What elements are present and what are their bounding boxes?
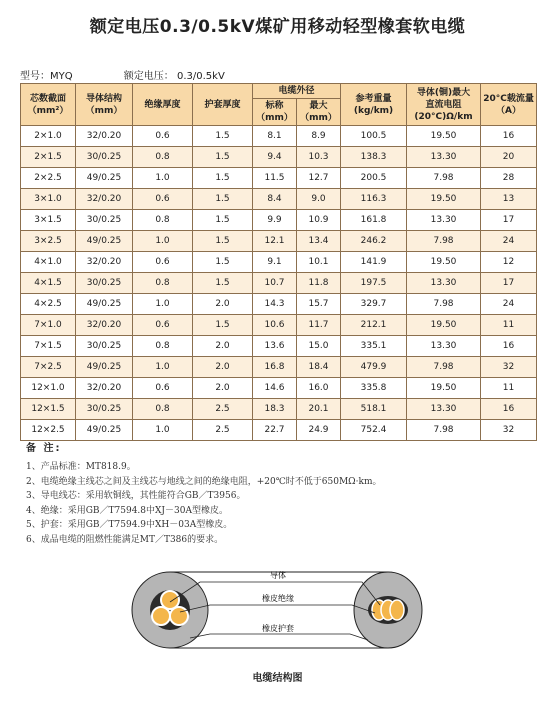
table-cell: 10.3 — [297, 147, 341, 168]
table-cell: 7.98 — [407, 168, 481, 189]
note-item: 2、电缆绝缘主线芯之间及主线芯与地线之间的绝缘电阻，+20℃时不低于650MΩ·km。 — [26, 476, 382, 487]
table-cell: 138.3 — [341, 147, 407, 168]
table-cell: 13.6 — [253, 336, 297, 357]
notes-title: 备 注: — [26, 443, 62, 454]
table-cell: 13 — [481, 189, 537, 210]
table-cell: 100.5 — [341, 126, 407, 147]
table-cell: 13.4 — [297, 231, 341, 252]
table-cell: 30/0.25 — [76, 147, 133, 168]
table-cell: 49/0.25 — [76, 357, 133, 378]
table-cell: 11 — [481, 315, 537, 336]
table-cell: 1.5 — [193, 231, 253, 252]
table-cell: 13.30 — [407, 336, 481, 357]
table-cell: 116.3 — [341, 189, 407, 210]
table-cell: 7.98 — [407, 357, 481, 378]
leader-sheath — [190, 634, 368, 640]
table-row — [21, 210, 537, 231]
table-cell: 12×1.5 — [21, 399, 76, 420]
table-row — [21, 399, 537, 420]
table-cell: 752.4 — [341, 420, 407, 441]
table-cell: 3×2.5 — [21, 231, 76, 252]
table-cell: 2.0 — [193, 336, 253, 357]
note-item: 6、成品电缆的阻燃性能满足MT／T386的要求。 — [26, 534, 224, 545]
table-cell: 0.6 — [133, 315, 193, 336]
table-cell: 335.1 — [341, 336, 407, 357]
table-row — [21, 168, 537, 189]
table-cell: 11 — [481, 378, 537, 399]
note-item: 1、产品标准：MT818.9。 — [26, 462, 136, 472]
table-cell: 0.6 — [133, 189, 193, 210]
table-cell: 14.6 — [253, 378, 297, 399]
right-core-3-icon — [390, 600, 404, 620]
table-cell: 30/0.25 — [76, 210, 133, 231]
header-current: 20°C载流量 （A） — [481, 84, 537, 126]
table-cell: 7.98 — [407, 420, 481, 441]
table-cell: 13.30 — [407, 147, 481, 168]
table-cell: 200.5 — [341, 168, 407, 189]
note-item: 4、绝缘：采用GB／T7594.8中XJ－30A型橡皮。 — [26, 505, 228, 516]
table-cell: 32/0.20 — [76, 315, 133, 336]
table-cell: 32/0.20 — [76, 252, 133, 273]
table-cell: 335.8 — [341, 378, 407, 399]
header-od-group: 电缆外径 — [253, 84, 341, 99]
table-cell: 16 — [481, 336, 537, 357]
table-row — [21, 252, 537, 273]
table-cell: 16.0 — [297, 378, 341, 399]
header-weight: 参考重量 (kg/km) — [341, 84, 407, 126]
table-cell: 10.6 — [253, 315, 297, 336]
table-cell: 13.30 — [407, 399, 481, 420]
table-cell: 197.5 — [341, 273, 407, 294]
table-cell: 12×1.0 — [21, 378, 76, 399]
table-cell: 2×2.5 — [21, 168, 76, 189]
table-cell: 14.3 — [253, 294, 297, 315]
table-cell: 32/0.20 — [76, 378, 133, 399]
table-cell: 1.5 — [193, 210, 253, 231]
table-cell: 0.6 — [133, 378, 193, 399]
table-cell: 9.9 — [253, 210, 297, 231]
table-cell: 32/0.20 — [76, 189, 133, 210]
table-cell: 0.6 — [133, 252, 193, 273]
table-row — [21, 147, 537, 168]
table-cell: 11.5 — [253, 168, 297, 189]
table-cell: 24 — [481, 231, 537, 252]
table-cell: 18.3 — [253, 399, 297, 420]
table-row — [21, 231, 537, 252]
table-cell: 1.5 — [193, 147, 253, 168]
table-row — [21, 273, 537, 294]
table-cell: 7×2.5 — [21, 357, 76, 378]
table-cell: 11.8 — [297, 273, 341, 294]
table-cell: 19.50 — [407, 189, 481, 210]
table-cell: 30/0.25 — [76, 399, 133, 420]
header-od-max: 最大 （mm） — [297, 99, 341, 126]
table-cell: 4×1.5 — [21, 273, 76, 294]
table-cell: 2.0 — [193, 294, 253, 315]
table-cell: 1.0 — [133, 420, 193, 441]
table-cell: 17 — [481, 273, 537, 294]
table-cell: 15.0 — [297, 336, 341, 357]
table-cell: 17 — [481, 210, 537, 231]
left-core-3-icon — [161, 591, 179, 609]
table-cell: 13.30 — [407, 273, 481, 294]
table-cell: 7×1.0 — [21, 315, 76, 336]
voltage-label: 额定电压： 0.3/0.5kV — [123, 71, 225, 82]
notes-list — [26, 460, 382, 547]
table-cell: 0.8 — [133, 147, 193, 168]
table-cell: 16.8 — [253, 357, 297, 378]
table-cell: 9.4 — [253, 147, 297, 168]
diagram-caption: 电缆结构图 — [252, 673, 303, 684]
table-cell: 12.1 — [253, 231, 297, 252]
table-cell: 3×1.0 — [21, 189, 76, 210]
table-cell: 13.30 — [407, 210, 481, 231]
table-cell: 2.0 — [193, 378, 253, 399]
table-cell: 9.0 — [297, 189, 341, 210]
table-cell: 19.50 — [407, 126, 481, 147]
table-cell: 3×1.5 — [21, 210, 76, 231]
table-cell: 7×1.5 — [21, 336, 76, 357]
table-cell: 32 — [481, 357, 537, 378]
label-insulation: 橡皮绝缘 — [262, 594, 294, 603]
table-cell: 1.0 — [133, 231, 193, 252]
table-cell: 1.5 — [193, 315, 253, 336]
table-cell: 28 — [481, 168, 537, 189]
label-sheath: 橡皮护套 — [262, 624, 294, 633]
table-cell: 49/0.25 — [76, 294, 133, 315]
table-cell: 2×1.5 — [21, 147, 76, 168]
model-label: 型号：MYQ — [20, 71, 73, 82]
leader-insulation — [180, 605, 375, 613]
table-cell: 161.8 — [341, 210, 407, 231]
table-cell: 7.98 — [407, 231, 481, 252]
note-item: 5、护套：采用GB／T7594.9中XH－03A型橡皮。 — [26, 520, 233, 530]
table-cell: 1.5 — [193, 252, 253, 273]
table-cell: 0.6 — [133, 126, 193, 147]
table-cell: 9.1 — [253, 252, 297, 273]
table-cell: 2.5 — [193, 399, 253, 420]
header-structure: 导体结构 （mm） — [76, 84, 133, 126]
header-insulation: 绝缘厚度 — [133, 84, 193, 126]
table-cell: 4×2.5 — [21, 294, 76, 315]
table-cell: 141.9 — [341, 252, 407, 273]
spec-table — [20, 83, 537, 441]
table-cell: 24 — [481, 294, 537, 315]
table-cell: 49/0.25 — [76, 420, 133, 441]
table-cell: 19.50 — [407, 378, 481, 399]
table-cell: 0.8 — [133, 273, 193, 294]
table-cell: 22.7 — [253, 420, 297, 441]
table-cell: 2.5 — [193, 420, 253, 441]
table-cell: 479.9 — [341, 357, 407, 378]
table-cell: 12 — [481, 252, 537, 273]
page-title: 额定电压0.3/0.5kV煤矿用移动轻型橡套软电缆 — [89, 17, 466, 37]
table-cell: 246.2 — [341, 231, 407, 252]
table-cell: 32/0.20 — [76, 126, 133, 147]
table-cell: 12.7 — [297, 168, 341, 189]
table-cell: 16 — [481, 126, 537, 147]
table-cell: 19.50 — [407, 252, 481, 273]
table-cell: 20.1 — [297, 399, 341, 420]
table-cell: 30/0.25 — [76, 336, 133, 357]
table-cell: 20 — [481, 147, 537, 168]
table-cell: 10.7 — [253, 273, 297, 294]
table-cell: 49/0.25 — [76, 168, 133, 189]
table-row — [21, 357, 537, 378]
table-cell: 12×2.5 — [21, 420, 76, 441]
table-cell: 329.7 — [341, 294, 407, 315]
table-cell: 8.9 — [297, 126, 341, 147]
left-core-1-icon — [152, 607, 170, 625]
table-cell: 49/0.25 — [76, 231, 133, 252]
table-cell: 212.1 — [341, 315, 407, 336]
table-row — [21, 189, 537, 210]
header-resistance: 导体(铜)最大 直流电阻 (20°C)Ω/km — [407, 84, 481, 126]
table-cell: 1.0 — [133, 168, 193, 189]
header-section: 芯数截面 （mm²） — [21, 84, 76, 126]
table-row — [21, 420, 537, 441]
label-conductor: 导体 — [270, 571, 286, 580]
table-cell: 1.0 — [133, 357, 193, 378]
table-cell: 0.8 — [133, 210, 193, 231]
header-sheath: 护套厚度 — [193, 84, 253, 126]
table-cell: 2×1.0 — [21, 126, 76, 147]
table-cell: 32 — [481, 420, 537, 441]
table-cell: 10.1 — [297, 252, 341, 273]
table-cell: 1.5 — [193, 126, 253, 147]
table-row — [21, 336, 537, 357]
table-cell: 8.4 — [253, 189, 297, 210]
table-row — [21, 294, 537, 315]
table-cell: 1.0 — [133, 294, 193, 315]
table-cell: 7.98 — [407, 294, 481, 315]
table-cell: 18.4 — [297, 357, 341, 378]
table-row — [21, 126, 537, 147]
table-cell: 19.50 — [407, 315, 481, 336]
table-cell: 0.8 — [133, 336, 193, 357]
table-cell: 0.8 — [133, 399, 193, 420]
table-row — [21, 315, 537, 336]
model-line — [20, 67, 273, 82]
table-cell: 1.5 — [193, 273, 253, 294]
table-row — [21, 378, 537, 399]
cable-structure-diagram — [130, 560, 430, 660]
table-cell: 8.1 — [253, 126, 297, 147]
table-cell: 11.7 — [297, 315, 341, 336]
header-od-nominal: 标称 （mm） — [253, 99, 297, 126]
table-cell: 1.5 — [193, 168, 253, 189]
table-cell: 24.9 — [297, 420, 341, 441]
table-cell: 10.9 — [297, 210, 341, 231]
table-cell: 15.7 — [297, 294, 341, 315]
left-core-2-icon — [170, 607, 188, 625]
table-cell: 30/0.25 — [76, 273, 133, 294]
spec-table-body — [21, 126, 537, 441]
note-item: 3、导电线芯：采用软铜线，其性能符合GB／T3956。 — [26, 491, 246, 501]
table-cell: 2.0 — [193, 357, 253, 378]
table-cell: 4×1.0 — [21, 252, 76, 273]
table-cell: 518.1 — [341, 399, 407, 420]
table-cell: 1.5 — [193, 189, 253, 210]
table-cell: 16 — [481, 399, 537, 420]
